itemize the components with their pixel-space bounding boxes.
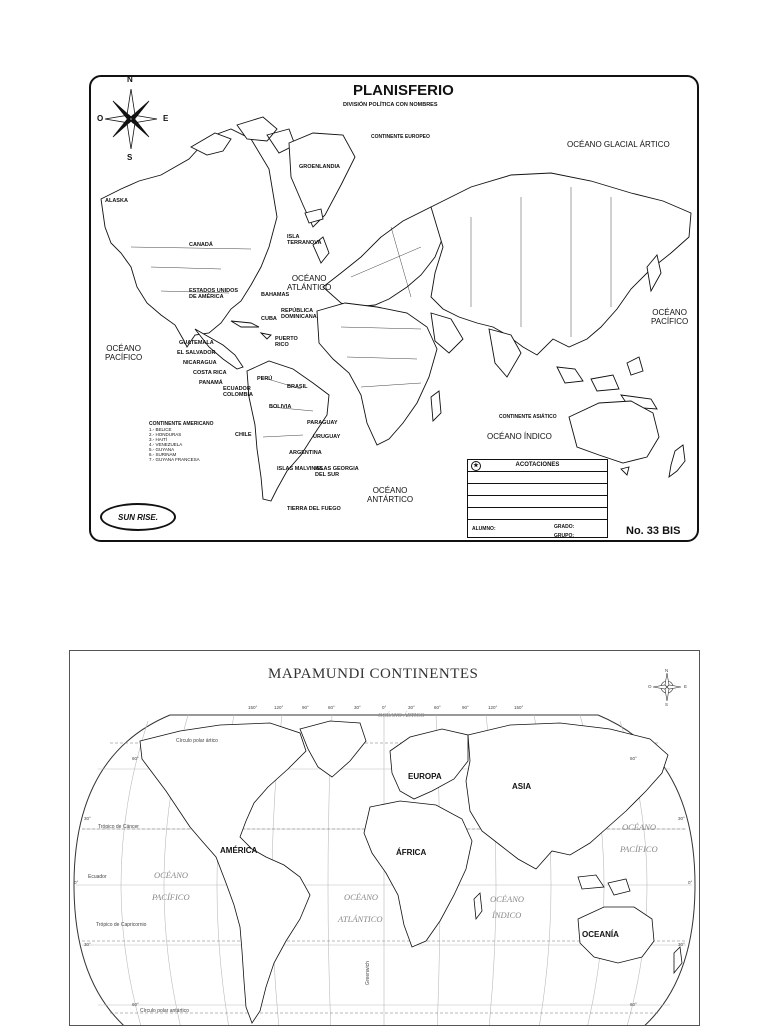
grado-field[interactable]: GRADO: [554, 524, 575, 530]
logo-text: SUN RISE. [117, 512, 158, 522]
list-item: 6.- SURINAM [149, 452, 177, 457]
label-nicaragua: NICARAGUA [183, 360, 217, 366]
lat-tick-right: 60° [630, 756, 637, 761]
compass-o: O [97, 114, 104, 123]
compass2-s: S [665, 702, 669, 707]
lon-tick: 60° [328, 705, 335, 710]
lat-tick-left: 60° [132, 1002, 139, 1007]
label-groenlandia: GROENLANDIA [299, 164, 340, 170]
lat-tick-right: 30° [678, 942, 685, 947]
alumno-field[interactable]: ALUMNO: [472, 526, 496, 532]
compass2-n: N [665, 668, 669, 673]
ocean-pacifico-right-1: OCÉANO [622, 822, 656, 832]
lon-tick: 90° [462, 705, 469, 710]
label-bahamas: BAHAMAS [261, 292, 290, 298]
ocean-indico: OCÉANO ÍNDICO [487, 432, 552, 441]
ocean-indico-1: OCÉANO [490, 894, 524, 904]
madagascar-outline [474, 893, 482, 919]
lon-tick: 30° [408, 705, 415, 710]
ocean-atlantico-1: OCÉANO [344, 892, 378, 902]
label-puerto-rico: PUERTO RICO [275, 336, 298, 348]
compass-n: N [127, 75, 133, 84]
compass-rose-icon [99, 81, 161, 155]
label-circulo-polar-artico: Círculo polar ártico [176, 738, 218, 744]
compass-e: E [163, 114, 169, 123]
label-el-salvador: EL SALVADOR [177, 350, 216, 356]
label-circulo-polar-antartico: Círculo polar antártico [140, 1008, 189, 1014]
ocean-pacifico-right: OCÉANO PACÍFICO [651, 308, 689, 326]
sunrise-logo [100, 503, 176, 531]
star-icon: ★ [471, 461, 481, 471]
label-costa-rica: COSTA RICA [193, 370, 227, 376]
label-oceania: OCEANÍA [582, 930, 619, 939]
label-ecuador: Ecuador [88, 874, 107, 880]
label-peru: PERÚ [257, 376, 273, 382]
notes-line[interactable] [468, 472, 607, 484]
notes-header: ACOTACIONES [515, 462, 560, 468]
compass-s: S [127, 153, 133, 162]
label-chile: CHILE [235, 432, 252, 438]
compass2-e: E [684, 684, 688, 689]
lat-tick-left: 30° [84, 816, 91, 821]
asia-heading: CONTINENTE ASIÁTICO [499, 414, 557, 420]
lat-tick-right: 60° [630, 1002, 637, 1007]
lon-tick: 120° [274, 705, 284, 710]
europe-heading: CONTINENTE EUROPEO [371, 134, 430, 140]
label-canada: CANADÁ [189, 242, 213, 248]
label-usa: ESTADOS UNIDOS DE AMÉRICA [189, 288, 239, 300]
greenland-outline [300, 721, 366, 777]
caribbean-islands [231, 321, 271, 339]
planisferio-sheet [89, 75, 699, 542]
lat-tick-left: 30° [84, 942, 91, 947]
lon-tick: 150° [514, 705, 524, 710]
ocean-atlantico-2: ATLÁNTICO [338, 914, 383, 924]
ocean-pacifico-left: OCÉANO PACÍFICO [105, 344, 143, 362]
america-list [149, 421, 259, 462]
label-america: AMÉRICA [220, 846, 258, 855]
compass2-o: O [648, 684, 652, 689]
lat-tick-right: 30° [678, 816, 685, 821]
list-item: 1.- BELICE [149, 427, 172, 432]
lon-tick: 90° [302, 705, 309, 710]
europe-outline [390, 729, 468, 799]
notes-line[interactable] [468, 496, 607, 508]
label-rep-dominicana: REPÚBLICA DOMINICANA [281, 308, 317, 320]
page-title: PLANISFERIO [353, 82, 454, 99]
page-subtitle: DIVISIÓN POLÍTICA CON NOMBRES [343, 102, 438, 108]
label-panama: PANAMÁ [199, 380, 223, 386]
list-item: 2.- HONDURAS [149, 432, 182, 437]
madagascar-land [431, 391, 441, 421]
ocean-antartico: OCÉANO ANTÁRTICO [367, 486, 414, 504]
ocean-pacifico-left-2: PACÍFICO [152, 892, 190, 902]
grupo-field[interactable]: GRUPO: [554, 533, 574, 539]
lon-tick: 30° [354, 705, 361, 710]
ocean-pacifico-right-2: PACÍFICO [620, 844, 658, 854]
africa-outline [364, 801, 472, 947]
label-ecuador: ECUADOR [223, 386, 251, 392]
label-tropico-capricornio: Trópico de Capricornio [96, 922, 147, 928]
page-title-2: MAPAMUNDI CONTINENTES [268, 666, 479, 682]
nz-outline [674, 947, 682, 973]
new-zealand-land [669, 445, 685, 477]
label-asia: ASIA [512, 782, 532, 791]
list-item: 7.- GUYANA FRANCESA [149, 457, 200, 462]
notes-header-row [468, 460, 607, 472]
label-cuba: CUBA [261, 316, 277, 322]
ocean-indico-2: ÍNDICO [492, 910, 522, 920]
ocean-atlantico: OCÉANO ATLÁNTICO [287, 274, 332, 292]
label-malvinas: ISLAS MALVINAS [277, 466, 324, 472]
mapamundi-sheet [69, 650, 700, 1026]
tasmania-land [621, 467, 629, 475]
label-colombia: COLOMBIA [223, 392, 253, 398]
label-paraguay: PARAGUAY [307, 420, 338, 426]
label-brasil: BRASIL [287, 384, 308, 390]
label-guatemala: GUATEMALA [179, 340, 214, 346]
lat-tick-left: 60° [132, 756, 139, 761]
lat-tick-left: 0° [74, 880, 79, 885]
america-heading: CONTINENTE AMERICANO [149, 421, 214, 427]
label-alaska: ALASKA [105, 198, 128, 204]
australia-land [569, 401, 659, 463]
label-uruguay: URUGUAY [313, 434, 341, 440]
lon-tick: 120° [488, 705, 498, 710]
list-item: 3.- HAITÍ [149, 437, 168, 442]
notes-line[interactable] [468, 484, 607, 496]
ocean-pacifico-left-1: OCÉANO [154, 870, 188, 880]
ocean-artico: OCÉANO ÁRTICO [378, 713, 425, 719]
lon-tick: 0° [382, 705, 387, 710]
label-terranova: ISLA TERRANOVA [287, 234, 322, 246]
ocean-glacial-artico: OCÉANO GLACIAL ÁRTICO [567, 140, 670, 149]
label-tierra-del-fuego: TIERRA DEL FUEGO [287, 506, 341, 512]
list-item: 4.- VENEZUELA [149, 442, 183, 447]
label-africa: ÁFRICA [396, 848, 427, 857]
label-tropico-cancer: Trópico de Cáncer [98, 824, 139, 830]
se-asia-islands [557, 357, 657, 409]
list-item: 5.- GUYANA [149, 447, 175, 452]
label-europa: EUROPA [408, 772, 442, 781]
sheet-number: No. 33 BIS [626, 525, 681, 537]
label-georgia-del-sur: ISLAS GEORGIA DEL SUR [315, 466, 359, 478]
label-argentina: ARGENTINA [289, 450, 322, 456]
lon-tick: 150° [248, 705, 258, 710]
lat-tick-right: 0° [688, 880, 693, 885]
notes-box [467, 459, 608, 538]
lon-tick: 60° [434, 705, 441, 710]
notes-footer [468, 520, 607, 542]
label-greenwich: Greenwich [365, 961, 371, 985]
notes-line[interactable] [468, 508, 607, 520]
label-bolivia: BOLIVIA [269, 404, 292, 410]
